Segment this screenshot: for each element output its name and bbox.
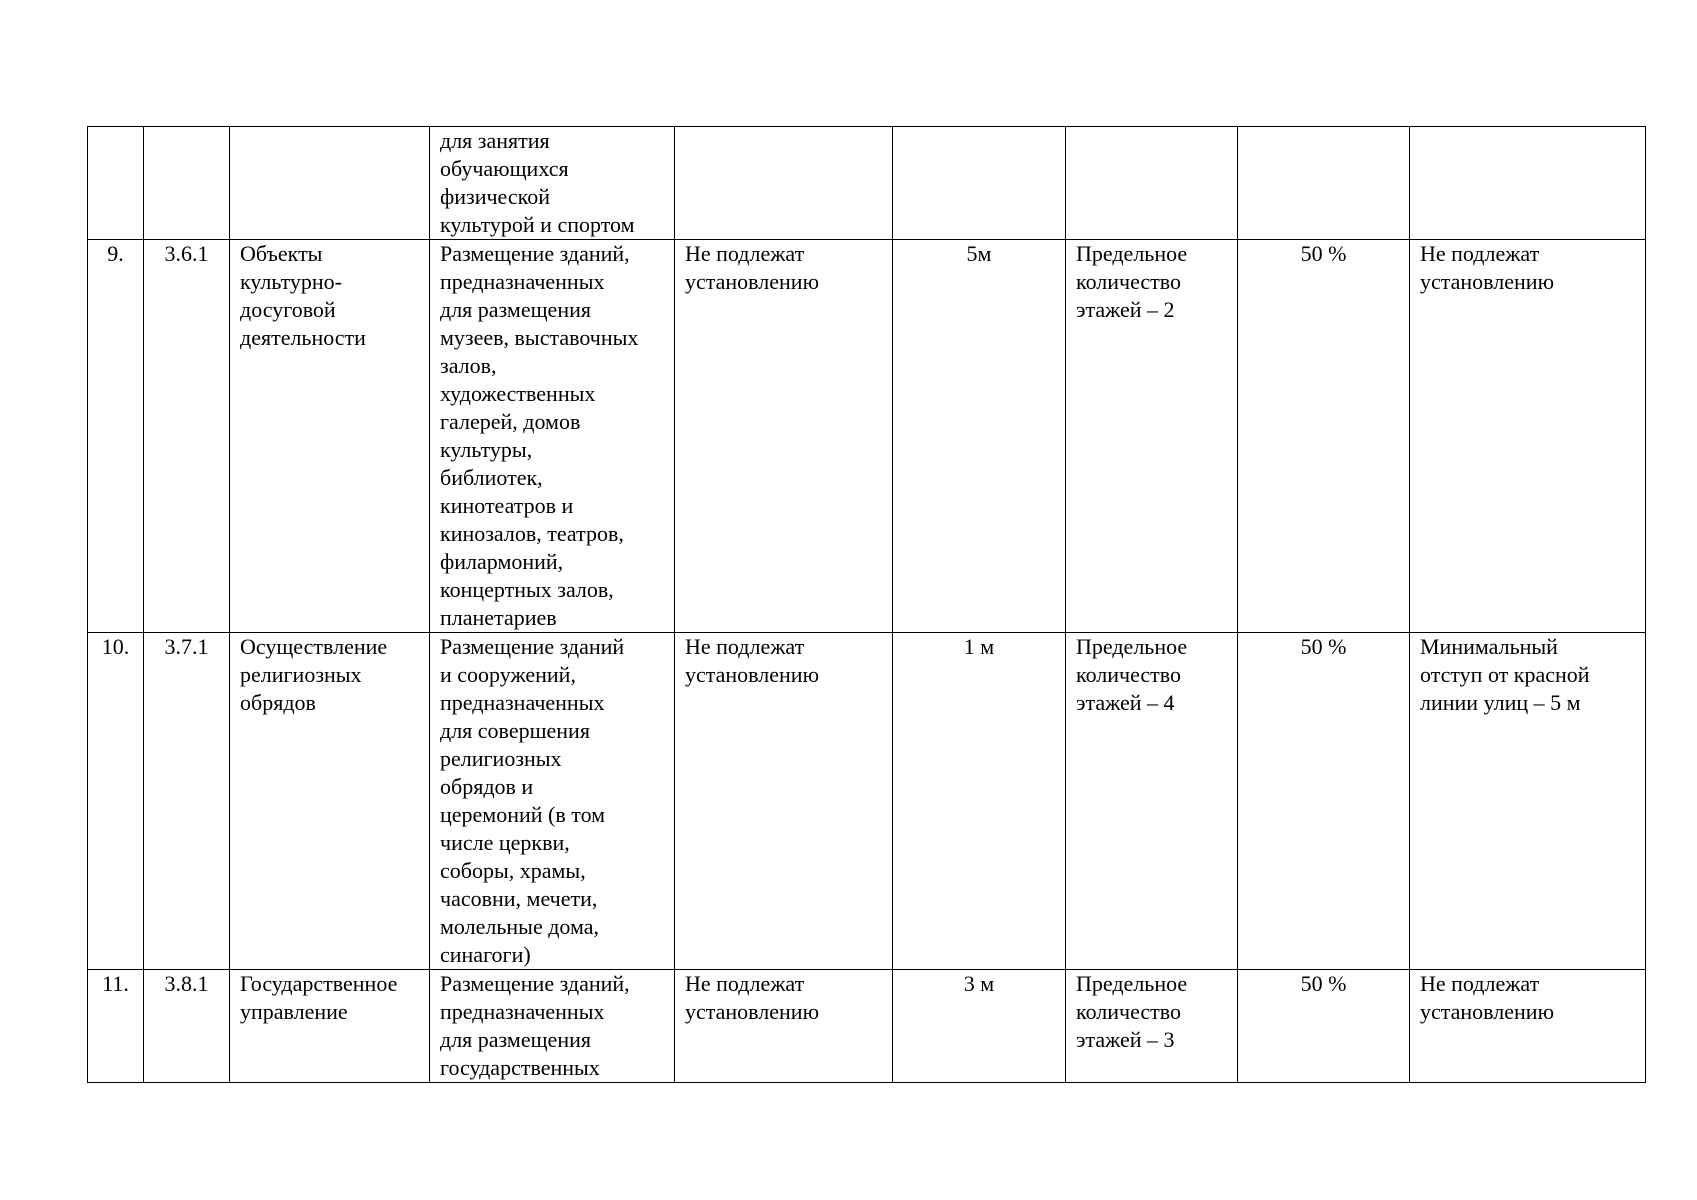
floors-cell: Предельное количество этажей – 3 — [1066, 970, 1238, 1083]
min-area-cell: Не подлежат установлению — [675, 240, 893, 633]
min-area-cell — [675, 127, 893, 240]
zoning-regulations-table — [87, 126, 1646, 1083]
table-row — [88, 633, 1646, 970]
floors-cell: Предельное количество этажей – 4 — [1066, 633, 1238, 970]
setback-cell: 1 м — [893, 633, 1066, 970]
land-use-description-cell: Размещение зданий, предназначенных для размещения музеев, выставочных залов, художественных галерей, домов культуры, библиотек, кинотеатров и кинозалов, театров, филармоний, концертных залов, планетариев — [430, 240, 675, 633]
row-number-cell: 11. — [88, 970, 144, 1083]
other-params-cell: Не подлежат установлению — [1410, 970, 1646, 1083]
land-use-name-cell — [230, 127, 430, 240]
setback-cell — [893, 127, 1066, 240]
min-area-cell: Не подлежат установлению — [675, 970, 893, 1083]
coverage-cell — [1238, 127, 1410, 240]
land-use-code-cell: 3.6.1 — [144, 240, 230, 633]
coverage-cell: 50 % — [1238, 240, 1410, 633]
min-area-cell: Не подлежат установлению — [675, 633, 893, 970]
floors-cell: Предельное количество этажей – 2 — [1066, 240, 1238, 633]
table-row — [88, 127, 1646, 240]
floors-cell — [1066, 127, 1238, 240]
row-number-cell — [88, 127, 144, 240]
coverage-cell: 50 % — [1238, 633, 1410, 970]
land-use-description-cell: для занятия обучающихся физической культурой и спортом — [430, 127, 675, 240]
land-use-name-cell: Государственное управление — [230, 970, 430, 1083]
setback-cell: 5м — [893, 240, 1066, 633]
coverage-cell: 50 % — [1238, 970, 1410, 1083]
row-number-cell: 9. — [88, 240, 144, 633]
setback-cell: 3 м — [893, 970, 1066, 1083]
other-params-cell: Не подлежат установлению — [1410, 240, 1646, 633]
land-use-code-cell: 3.7.1 — [144, 633, 230, 970]
other-params-cell: Минимальный отступ от красной линии улиц – 5 м — [1410, 633, 1646, 970]
land-use-description-cell: Размещение зданий, предназначенных для размещения государственных — [430, 970, 675, 1083]
land-use-name-cell: Объекты культурно- досуговой деятельности — [230, 240, 430, 633]
land-use-description-cell: Размещение зданий и сооружений, предназначенных для совершения религиозных обрядов и церемоний (в том числе церкви, соборы, храмы, часовни, мечети, молельные дома, синагоги) — [430, 633, 675, 970]
land-use-code-cell — [144, 127, 230, 240]
land-use-name-cell: Осуществление религиозных обрядов — [230, 633, 430, 970]
row-number-cell: 10. — [88, 633, 144, 970]
other-params-cell — [1410, 127, 1646, 240]
land-use-code-cell: 3.8.1 — [144, 970, 230, 1083]
table-row — [88, 240, 1646, 633]
table-row — [88, 970, 1646, 1083]
